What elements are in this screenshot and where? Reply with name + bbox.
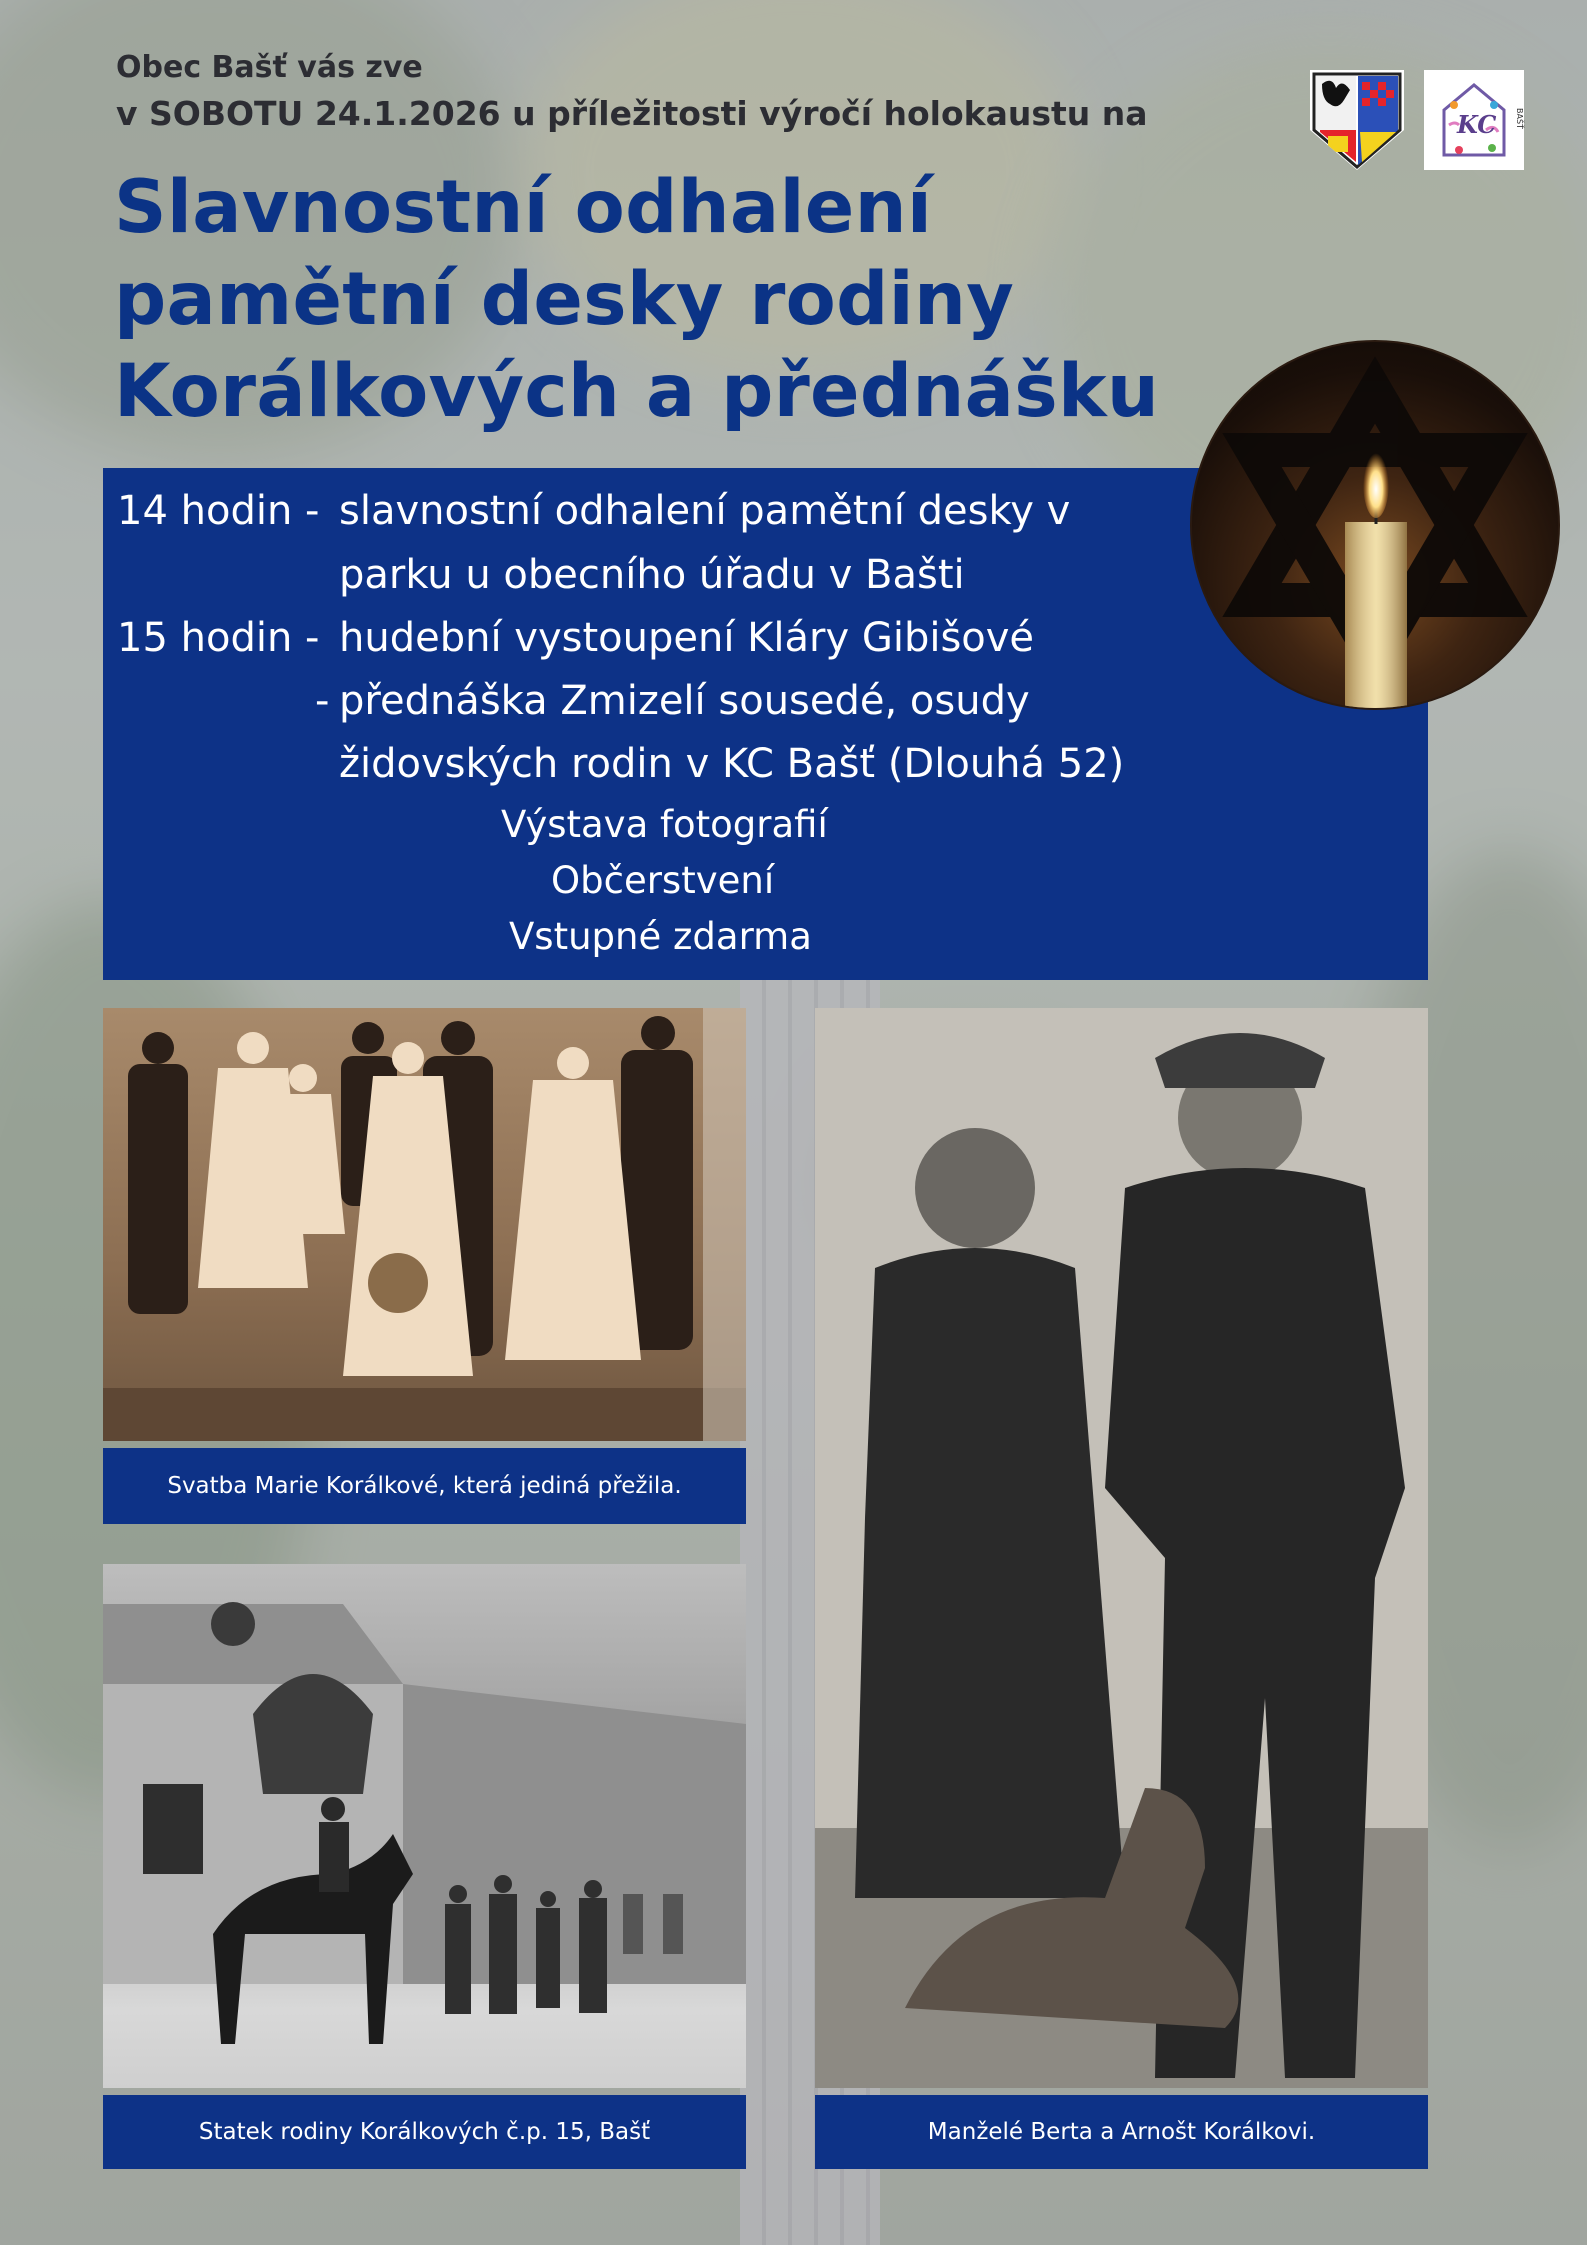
farm-photo-caption: [103, 2095, 746, 2169]
program-item-3-dash: -: [315, 678, 330, 724]
program-extra-free-entry: Vstupné zdarma: [509, 915, 812, 958]
community-center-logo: [1424, 70, 1524, 170]
farm-photo: [103, 1564, 746, 2088]
wedding-photo: [103, 1008, 746, 1441]
program-item-2-text: hudební vystoupení Kláry Gibišové: [339, 615, 1035, 661]
invitation-line-2: v SOBOTU 24.1.2026 u příležitosti výročí holokaustu na: [116, 94, 1148, 133]
invitation-line-1: Obec Bašť vás zve: [116, 50, 423, 85]
community-center-logo-text: KC: [1457, 110, 1497, 139]
community-center-logo-side-text: BAŠŤ: [1515, 108, 1525, 129]
headline-line-3: Korálkových a přednášku: [114, 349, 1160, 434]
program-item-2-time: 15 hodin -: [117, 615, 320, 661]
headline-line-1: Slavnostní odhalení: [114, 165, 933, 250]
program-item-1-text-cont: parku u obecního úřadu v Bašti: [339, 552, 965, 598]
program-item-3-text-cont: židovských rodin v KC Bašť (Dlouhá 52): [339, 741, 1125, 787]
program-item-3-text: přednáška Zmizelí sousedé, osudy: [339, 678, 1030, 724]
couple-photo-caption: [815, 2095, 1428, 2169]
program-extra-refreshments: Občerstvení: [551, 859, 775, 902]
headline-line-2: pamětní desky rodiny: [114, 257, 1015, 342]
wedding-photo-caption-text: Svatba Marie Korálkové, která jediná přežila.: [167, 1473, 682, 1499]
logos: [1310, 70, 1524, 170]
wedding-photo-caption: [103, 1448, 746, 1524]
program-extra-exhibition: Výstava fotografií: [501, 803, 828, 846]
couple-photo-caption-text: Manželé Berta a Arnošt Korálkovi.: [927, 2119, 1316, 2145]
candle-star-of-david-image: [1190, 340, 1560, 710]
invitation-text: [116, 48, 1148, 136]
program-item-1-time: 14 hodin -: [117, 488, 320, 534]
municipal-coat-of-arms-logo: [1310, 70, 1404, 170]
program-item-1-text: slavnostní odhalení pamětní desky v: [339, 488, 1071, 534]
event-headline: [114, 162, 1274, 438]
farm-photo-caption-text: Statek rodiny Korálkových č.p. 15, Bašť: [198, 2119, 651, 2145]
couple-photo: [815, 1008, 1428, 2088]
